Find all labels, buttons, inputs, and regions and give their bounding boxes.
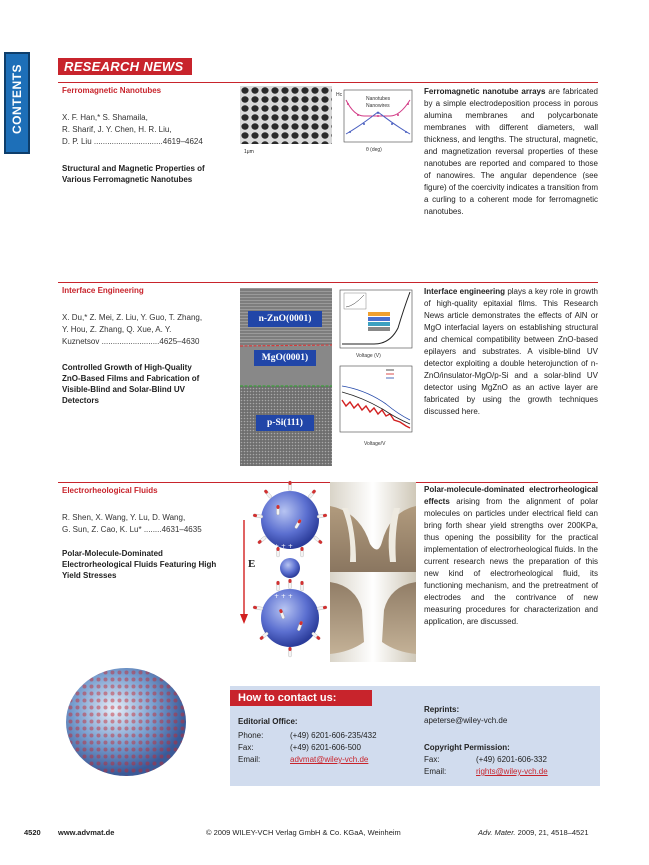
section-rule-2: [58, 282, 598, 283]
copyright-notice: © 2009 WILEY-VCH Verlag GmbH & Co. KGaA, Weinheim: [206, 828, 401, 837]
article-2-description: Interface engineering plays a key role in growth of high-quality epitaxial films. This Research News article demonstrates the effects of AlN or MgO interfacial layers on establishing structural and chemical compatibility between ZnO-based epilayers and substrates. A visible-blind UV detector exploiting a double heterojunction of n-ZnO/insulator-MgO/p-Si and a solar-blind UV detector using MgZnO as an active layer are fabricated by using the growth techniques discussed here.: [424, 287, 598, 416]
author-line: Y. Hou, Z. Zhang, Q. Xue, A. Y.: [62, 325, 172, 334]
perm-fax-value: (+49) 6201-606-332: [476, 755, 547, 764]
phone-label: Phone:: [238, 731, 264, 740]
author-line: X. F. Han,* S. Shamaila,: [62, 113, 148, 122]
rights-email-link[interactable]: rights@wiley-vch.de: [476, 767, 548, 776]
y-axis-label: Hc: [336, 92, 343, 98]
sem-scale-label: 1μm: [244, 149, 254, 155]
page-number: 4520: [24, 828, 41, 837]
sem-image-nanotubes: [240, 86, 332, 154]
section-title-electrorheological[interactable]: Electrorheological Fluids: [62, 486, 158, 495]
particle-chain-diagram: [238, 480, 330, 660]
article-1-title[interactable]: Structural and Magnetic Properties of Various Ferromagnetic Nanotubes: [62, 164, 205, 184]
section-title-nanotubes[interactable]: Ferromagnetic Nanotubes: [62, 86, 162, 95]
fax-label: Fax:: [238, 743, 254, 752]
editorial-email-link[interactable]: advmat@wiley-vch.de: [290, 755, 369, 764]
contents-side-tab[interactable]: [4, 52, 30, 154]
field-label-e: E: [248, 558, 256, 570]
author-line: R. Sharif, J. Y. Chen, H. R. Liu,: [62, 125, 172, 134]
photoresponse-plot: [334, 364, 416, 440]
article-1-description: Ferromagnetic nanotube arrays are fabricated by a simple electrodeposition process in porous alumina membranes and polycarbonate membranes with different diameters, wall thickness, and lengths. The structural, magnetic, and magnetization reversal properties of these nanotubes are reported and compared to those of nanowires. The angular dependence (see figure) of the coercivity indicates a transition from a curling to a coherent mode for ferromagnetic nanotubes.: [424, 87, 598, 216]
reprints-label: Reprints:: [424, 705, 460, 714]
article-2-authors: [62, 312, 234, 348]
author-line: R. Shen, X. Wang, Y. Lu, D. Wang,: [62, 513, 186, 522]
iv-curve-plot: [334, 288, 416, 360]
author-line-pages[interactable]: G. Sun, Z. Cao, K. Lu* ........4631–4635: [62, 525, 202, 534]
iv-x-label: Voltage (V): [356, 353, 381, 359]
article-3-title[interactable]: Polar-Molecule-Dominated Electrorheological Fluids Featuring High Yield Stresses: [62, 549, 217, 580]
article-3-description: Polar-molecule-dominated electrorheological effects arising from the alignment of polar molecules on particles under electrical field can bring forth shear yield strengths over 200KPa, thus opening the possibility for the practical implementation of electrorheological fluids. In the current research news the preparation of this new kind of electrorheological fluid, its functioning mechanism, and the pretreatment of electrodes and the contrivance of new measuring procedures for characterization and application, are discussed.: [424, 485, 598, 626]
legend-nanotubes: Nanotubes: [366, 96, 391, 102]
section-rule-1: [58, 82, 598, 83]
photo-x-label: Voltage/V: [364, 441, 386, 447]
author-line-pages[interactable]: D. P. Liu ...............................4619–4624: [62, 137, 203, 146]
author-line-pages[interactable]: Kuznetsov ..........................4625–4630: [62, 337, 200, 346]
fax-value: (+49) 6201-606-500: [290, 743, 361, 752]
svg-text:+ + +: + + +: [274, 543, 293, 550]
journal-citation: Adv. Mater. 2009, 21, 4518–4521: [478, 828, 589, 837]
layer-label-si: p-Si(111): [256, 415, 314, 431]
svg-text:+ + +: + + +: [274, 593, 293, 600]
cover-sphere-image: [60, 662, 192, 782]
copyright-permission-label: Copyright Permission:: [424, 743, 510, 752]
site-link[interactable]: www.advmat.de: [58, 828, 115, 837]
reprints-email-link[interactable]: apeterse@wiley-vch.de: [424, 716, 508, 725]
legend-nanowires: Nanowires: [366, 103, 390, 109]
email-label: Email:: [238, 755, 261, 764]
article-3-authors: [62, 512, 234, 536]
x-axis-label: θ (deg): [366, 147, 382, 153]
layer-label-mgo: MgO(0001): [254, 350, 316, 366]
author-line: X. Du,* Z. Mei, Z. Liu, Y. Guo, T. Zhang,: [62, 313, 203, 322]
article-2-title[interactable]: Controlled Growth of High-Quality ZnO-Based Films and Fabrication of Visible-Blind and Solar-Blind UV Detectors: [62, 363, 200, 405]
phone-value: (+49) 6201-606-235/432: [290, 731, 377, 740]
article-1-authors: [62, 112, 234, 148]
contents-tab-label: CONTENTS: [10, 64, 24, 134]
perm-fax-label: Fax:: [424, 755, 440, 764]
perm-email-label: Email:: [424, 767, 447, 776]
section-title-interface[interactable]: Interface Engineering: [62, 286, 144, 295]
editorial-office-label: Editorial Office:: [238, 717, 298, 726]
contact-heading: How to contact us:: [230, 690, 372, 706]
layer-label-zno: n-ZnO(0001): [248, 311, 322, 327]
research-news-header: RESEARCH NEWS: [58, 58, 192, 75]
er-fluid-photo: [330, 482, 416, 662]
